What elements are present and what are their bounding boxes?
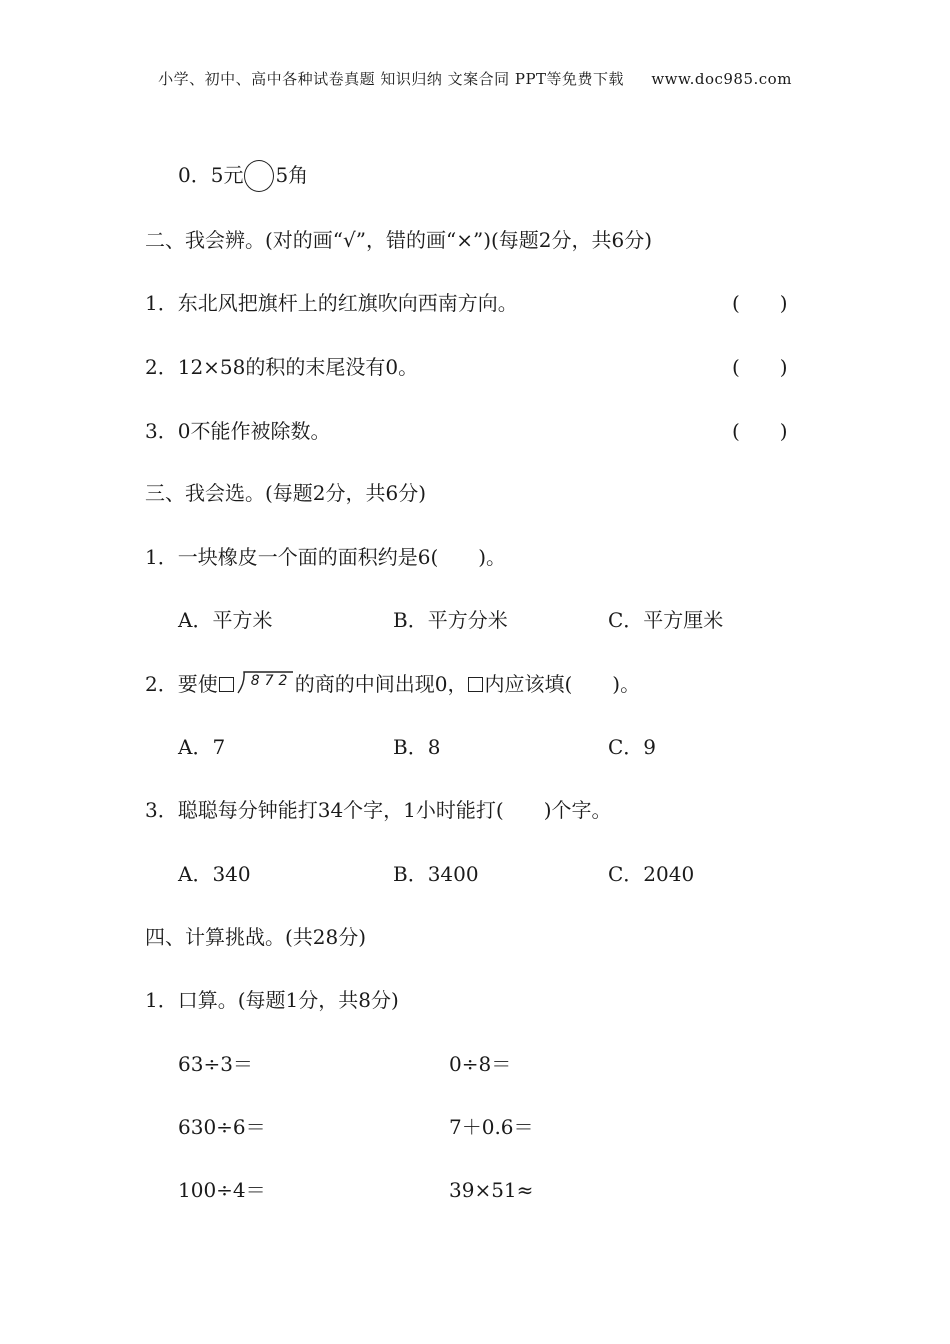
blank-box [468, 677, 483, 692]
calc-item: 63÷3＝ [178, 1052, 253, 1076]
calc-item: 630÷6＝ [178, 1115, 266, 1139]
calc-item: 100÷4＝ [178, 1178, 266, 1202]
choice-q1-option-a[interactable]: A．平方米 [178, 608, 273, 632]
choice-q3-option-a[interactable]: A．340 [178, 862, 251, 886]
header-url[interactable]: www.doc985.com [651, 70, 792, 88]
section2-title: 二、我会辨。(对的画“√”，错的画“×”)(每题2分，共6分) [145, 228, 653, 252]
judge-answer-2[interactable]: ( ) [732, 355, 788, 379]
page-header [0, 68, 950, 89]
choice-q1-option-c[interactable]: C．平方厘米 [608, 608, 724, 632]
compare-line [178, 160, 308, 192]
choice-q2-option-b[interactable]: B．8 [393, 735, 441, 759]
choice-q1: 1．一块橡皮一个面的面积约是6( )。 [145, 545, 507, 569]
choice-q2-option-c[interactable]: C．9 [608, 735, 657, 759]
choice-q1-option-b[interactable]: B．平方分米 [393, 608, 508, 632]
section3-title: 三、我会选。(每题2分，共6分) [145, 481, 427, 505]
calc-item: 7＋0.6＝ [449, 1115, 534, 1139]
section4-title: 四、计算挑战。(共28分) [145, 925, 367, 949]
judge-answer-3[interactable]: ( ) [732, 419, 788, 443]
compare-left: 0．5元 [178, 163, 244, 187]
choice-q3-option-b[interactable]: B．3400 [393, 862, 479, 886]
judge-item-2: 2．12×58的积的末尾没有0。 [145, 355, 419, 379]
judge-item-3: 3．0不能作被除数。 [145, 419, 331, 443]
choice-q2-suffix-b: 内应该填( )。 [484, 672, 641, 696]
divisor-blank-box [219, 677, 234, 692]
dividend-digits: 872 [250, 673, 293, 689]
long-division-sign [235, 670, 293, 696]
calc-item: 0÷8＝ [449, 1052, 512, 1076]
header-text: 小学、初中、高中各种试卷真题 知识归纳 文案合同 PPT等免费下载 [158, 70, 625, 88]
choice-q2-suffix-a: 的商的中间出现0， [294, 672, 468, 696]
choice-q2-prefix: 2．要使 [145, 672, 218, 696]
section4-sub1: 1．口算。(每题1分，共8分) [145, 988, 399, 1012]
judge-item-1: 1．东北风把旗杆上的红旗吹向西南方向。 [145, 291, 518, 315]
choice-q2 [145, 670, 640, 698]
compare-circle-blank [244, 160, 274, 192]
choice-q3: 3．聪聪每分钟能打34个字，1小时能打( )个字。 [145, 798, 612, 822]
choice-q3-option-c[interactable]: C．2040 [608, 862, 695, 886]
choice-q2-option-a[interactable]: A．7 [178, 735, 226, 759]
judge-answer-1[interactable]: ( ) [732, 291, 788, 315]
compare-right: 5角 [275, 163, 309, 187]
calc-item: 39×51≈ [449, 1178, 534, 1202]
